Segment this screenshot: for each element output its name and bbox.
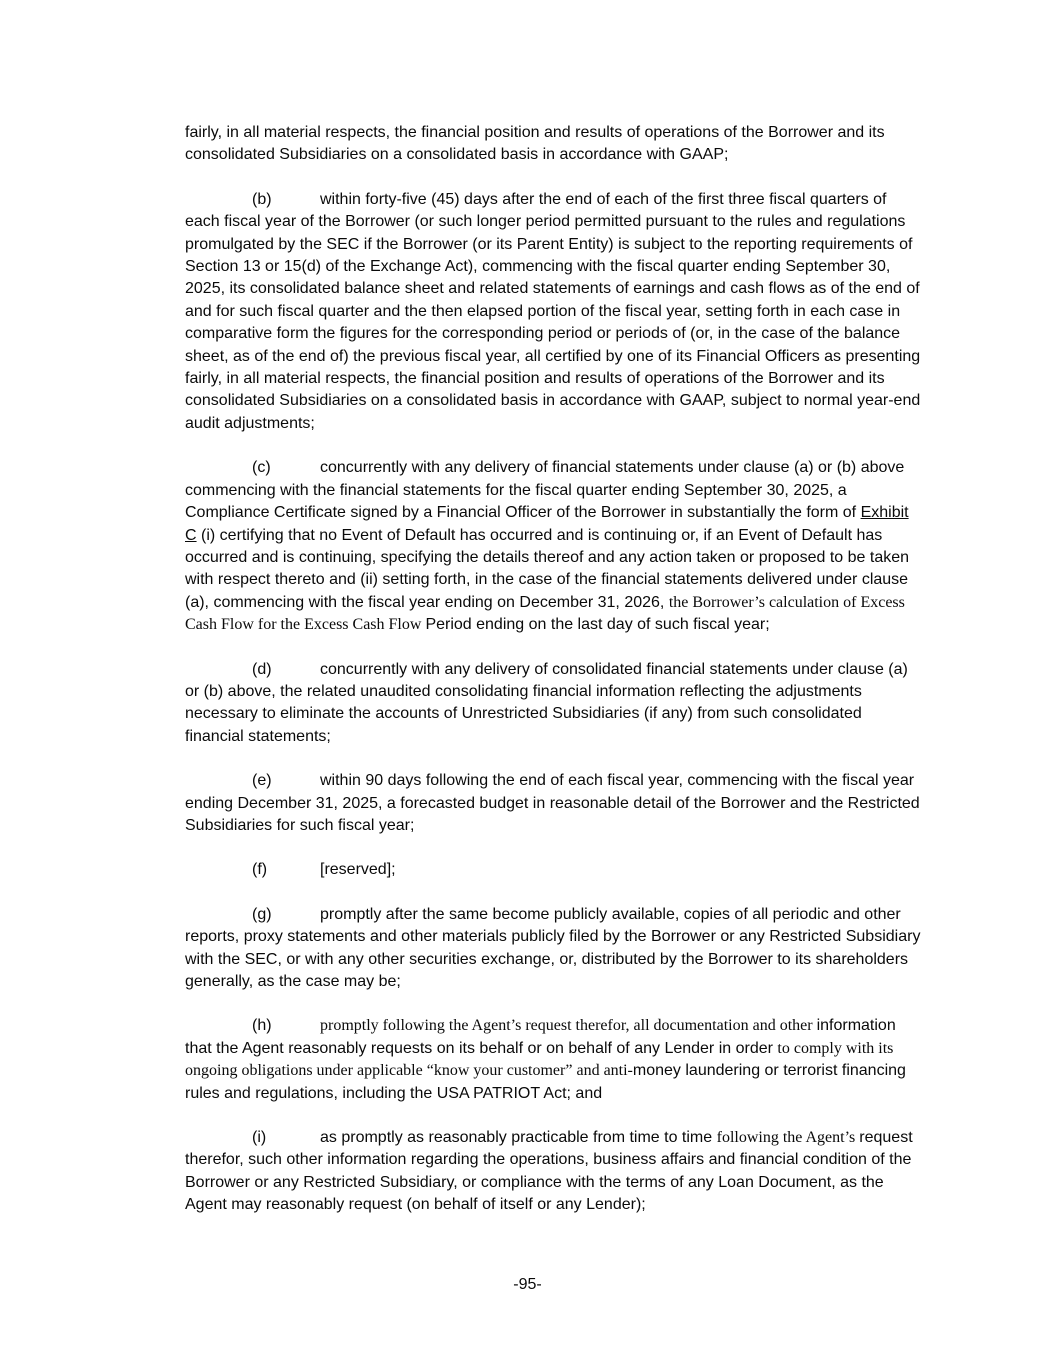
- text-segment: Period ending on the last day of such fiscal year;: [425, 616, 770, 634]
- text-segment: promptly following the Agent’s request therefor, all documentation and other: [320, 1017, 817, 1035]
- text-segment: request therefor, such other information regarding the operations, business affairs and financial condition of the Borrower or any Restricted Subsidiary, or compliance with the terms of any Loan Document, as the Agent may reasonably request (on behalf of itself or any Lender);: [185, 1129, 913, 1214]
- paragraph-label: (h): [252, 1017, 272, 1035]
- paragraph-g: [185, 904, 923, 994]
- text-segment: (i) certifying that no Event of Default has occurred and is continuing or, if an Event of Default has occurred and is continuing, specifying the details thereof and any action taken or proposed to be taken with respect thereto and (ii) setting forth, in the case of the financial statements delivered under clause (a), commencing with the fiscal year ending on December 31, 2026,: [185, 526, 910, 611]
- paragraph-label: (i): [252, 1129, 267, 1147]
- text-segment: [reserved];: [320, 861, 396, 879]
- text-segment: following the Agent’s: [716, 1129, 860, 1147]
- exhibit-c-reference: Exhibit C: [185, 504, 909, 544]
- text-segment: the Borrower’s calculation of Excess Cash Flow for the Excess Cash Flow: [185, 593, 905, 634]
- text-segment: money laundering or terrorist financing rules and regulations, including the USA PATRIOT Act; and: [185, 1062, 906, 1102]
- text-segment: fairly, in all material respects, the financial position and results of operations of the Borrower and its consolidated Subsidiaries on a consolidated basis in accordance with GAAP;: [185, 124, 885, 164]
- paragraph-b: [185, 189, 923, 435]
- paragraph-f: [185, 859, 923, 881]
- text-segment: within 90 days following the end of each fiscal year, commencing with the fiscal year ending December 31, 2025, a forecasted budget in reasonable detail of the Borrower and the Restricted Subsidiaries for such fiscal year;: [185, 772, 920, 834]
- paragraph-label: (b): [252, 190, 272, 208]
- text-segment: to comply with its ongoing obligations under applicable “know your customer” and anti-: [185, 1039, 894, 1080]
- page-number: -95-: [513, 1276, 542, 1293]
- paragraph-i: [185, 1127, 923, 1217]
- text-segment: within forty-five (45) days after the end of each of the first three fiscal quarters of each fiscal year of the Borrower (or such longer period permitted pursuant to the rules and regulations promulgated by the SEC if the Borrower (or its Parent Entity) is subject to the reporting requirements of Section 13 or 15(d) of the Exchange Act), commencing with the fiscal quarter ending September 30, 2025, its consolidated balance sheet and related statements of earnings and cash flows as of the end of and for such fiscal quarter and the then elapsed portion of the fiscal year, setting forth in each case in comparative form the figures for the corresponding period or periods of (or, in the case of the balance sheet, as of the end of) the previous fiscal year, all certified by one of its Financial Officers as presenting fairly, in all material respects, the financial position and results of operations of the Borrower and its consolidated Subsidiaries on a consolidated basis in accordance with GAAP, subject to normal year-end audit adjustments;: [185, 190, 921, 432]
- text-segment: as promptly as reasonably practicable from time to time: [320, 1129, 717, 1147]
- paragraph-label: (e): [252, 772, 272, 790]
- text-segment: concurrently with any delivery of consolidated financial statements under clause (a) or (b) above, the related unaudited consolidating financial information reflecting the adjustments necessary to eliminate the accounts of Unrestricted Subsidiaries (if any) from such consolidated financial statements;: [185, 660, 908, 745]
- paragraph-h: [185, 1015, 923, 1105]
- paragraph-a-continuation: [185, 122, 923, 167]
- paragraph-label: (d): [252, 660, 272, 678]
- document-body: [185, 122, 923, 1217]
- paragraph-label: (c): [252, 459, 271, 477]
- paragraph-label: (f): [252, 861, 268, 879]
- text-segment: concurrently with any delivery of financial statements under clause (a) or (b) above commencing with the financial statements for the fiscal quarter ending September 30, 2025, a Compliance Certificate signed by a Financial Officer of the Borrower in substantially the form of: [185, 459, 905, 522]
- paragraph-d: [185, 659, 923, 749]
- text-segment: promptly after the same become publicly available, copies of all periodic and other reports, proxy statements and other materials publicly filed by the Borrower or any Restricted Subsidiary with the SEC, or with any other securities exchange, or, distributed by the Borrower to its shareholders generally, as the case may be;: [185, 905, 921, 990]
- text-segment: information that the Agent reasonably requests on its behalf or on behalf of any Lender in order: [185, 1017, 896, 1057]
- paragraph-label: (g): [252, 905, 272, 923]
- paragraph-c: [185, 457, 923, 636]
- paragraph-e: [185, 770, 923, 837]
